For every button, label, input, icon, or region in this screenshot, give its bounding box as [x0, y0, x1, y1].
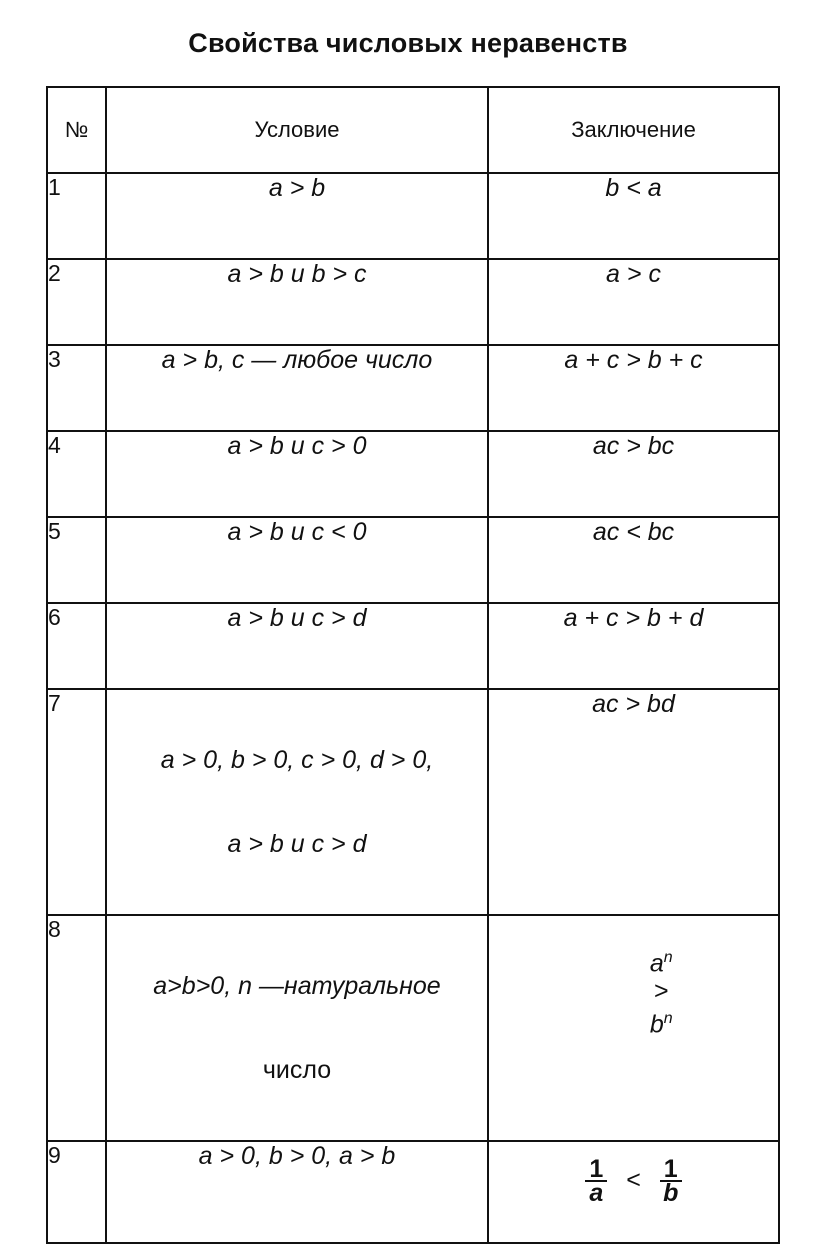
- row-conclusion: ac < bc: [488, 517, 779, 603]
- relation-sign: <: [626, 1165, 641, 1194]
- row-conclusion: a > c: [488, 259, 779, 345]
- fraction-left-denominator: a: [589, 1179, 604, 1207]
- relation-sign: >: [653, 977, 669, 1006]
- fraction-right-denominator: b: [663, 1179, 679, 1207]
- row-number: 1: [47, 173, 106, 259]
- row-condition: a > b: [106, 173, 488, 259]
- row-number: 5: [47, 517, 106, 603]
- power-base-b: b: [649, 1010, 664, 1039]
- row-conclusion: b < a: [488, 173, 779, 259]
- condition-line-1: a > 0, b > 0, c > 0, d > 0,: [160, 746, 434, 774]
- fraction-right: [660, 1155, 682, 1207]
- row-condition: a > b, c — любое число: [106, 345, 488, 431]
- table-row: [47, 517, 779, 603]
- row-condition: a > b и c < 0: [106, 517, 488, 603]
- table-row: [47, 259, 779, 345]
- row-conclusion: ac > bd: [488, 689, 779, 915]
- fraction-left: [585, 1155, 607, 1207]
- row-condition: a > 0, b > 0, a > b: [106, 1141, 488, 1243]
- table-row: [47, 173, 779, 259]
- header-number: №: [47, 87, 106, 173]
- row-number: 9: [47, 1141, 106, 1243]
- row-conclusion: [488, 915, 779, 1141]
- row-conclusion: ac > bc: [488, 431, 779, 517]
- fraction-left-numerator: 1: [585, 1158, 607, 1182]
- table-row: [47, 1141, 779, 1243]
- condition-line-2: a > b и c > d: [227, 830, 367, 858]
- condition-line-1: a>b>0, n —натуральное: [153, 972, 441, 1000]
- table-row: [47, 431, 779, 517]
- condition-line-2: число: [262, 1056, 332, 1084]
- table-row: [47, 689, 779, 915]
- table-row: [47, 603, 779, 689]
- page-title: Свойства числовых неравенств: [188, 28, 628, 58]
- row-number: 4: [47, 431, 106, 517]
- fraction-right-numerator: 1: [660, 1158, 682, 1182]
- row-number: 2: [47, 259, 106, 345]
- power-exponent-left: n: [663, 949, 673, 966]
- row-number: 7: [47, 689, 106, 915]
- row-conclusion: a + c > b + d: [488, 603, 779, 689]
- row-number: 8: [47, 915, 106, 1141]
- header-condition: Условие: [106, 87, 488, 173]
- row-number: 6: [47, 603, 106, 689]
- table-row: [47, 345, 779, 431]
- row-number: 3: [47, 345, 106, 431]
- header-conclusion: Заключение: [488, 87, 779, 173]
- row-conclusion: a + c > b + c: [488, 345, 779, 431]
- row-condition: a > b и c > 0: [106, 431, 488, 517]
- row-condition: a > b и b > c: [106, 259, 488, 345]
- table-header-row: [47, 87, 779, 173]
- row-condition: [106, 915, 488, 1141]
- power-exponent-right: n: [663, 1010, 673, 1028]
- row-condition: a > b и c > d: [106, 603, 488, 689]
- table-row: [47, 915, 779, 1141]
- row-condition: [106, 689, 488, 915]
- power-base-a: a: [649, 949, 664, 978]
- inequality-properties-table: [46, 86, 780, 1244]
- row-conclusion: [488, 1141, 779, 1243]
